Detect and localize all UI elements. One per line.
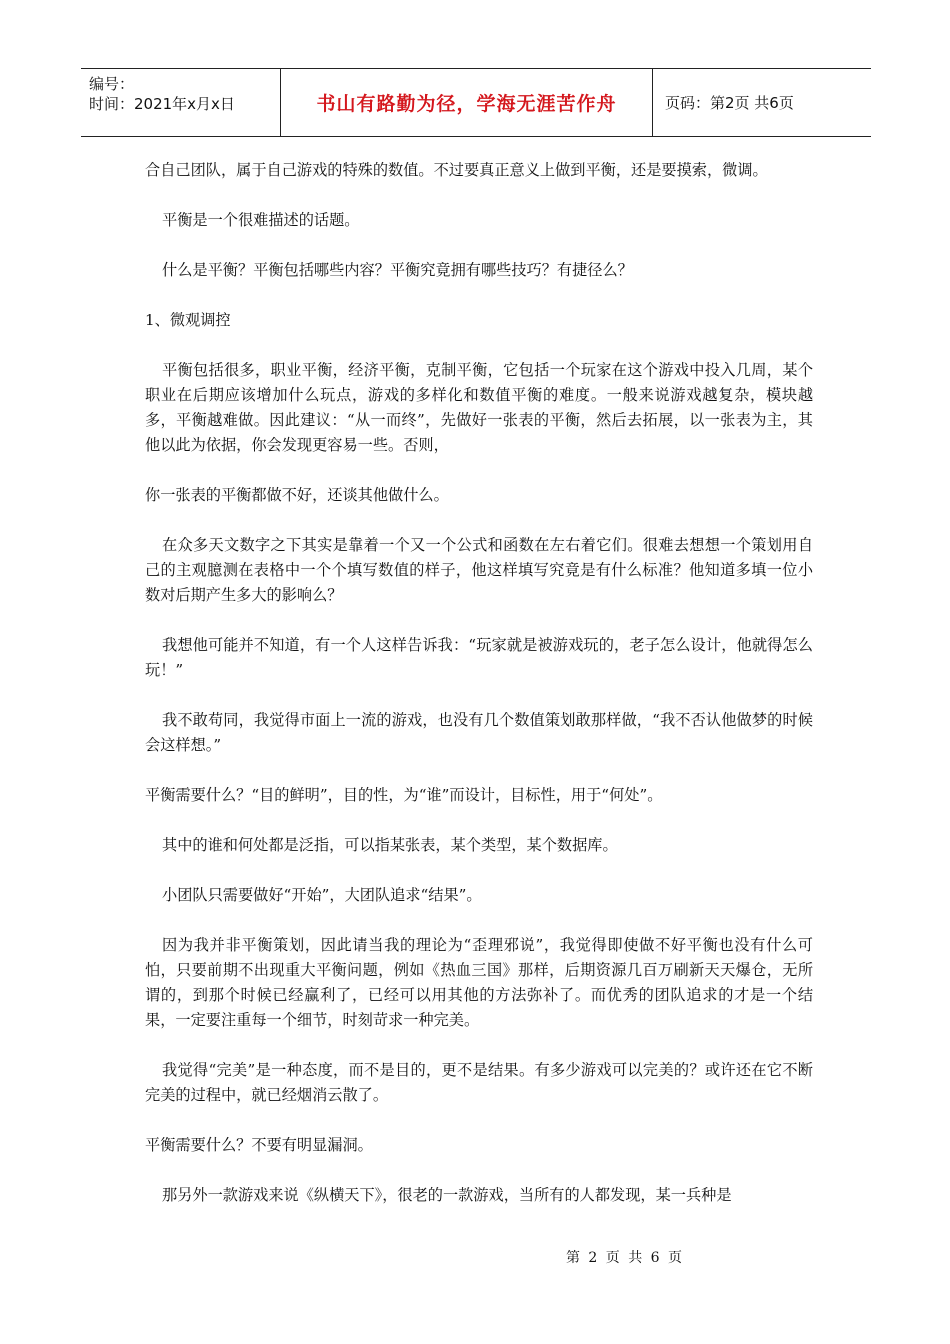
paragraph: 平衡需要什么？“目的鲜明”，目的性，为“谁”而设计，目标性，用于“何处”。 (145, 786, 663, 804)
page-footer (0, 1247, 950, 1267)
paragraph: 平衡包括很多，职业平衡，经济平衡，克制平衡，它包括一个玩家在这个游戏中投入几周，某个职业在后期应该增加什么玩点，游戏的多样化和数值平衡的难度。一般来说游戏越复杂，模块越多，平衡越难做。因此建议：“从一而终”，先做好一张表的平衡，然后去拓展，以一张表为主，其他以此为依据，你会发现更容易一些。否则， (145, 361, 813, 454)
header-meta (81, 69, 281, 136)
paragraph: 合自己团队，属于自己游戏的特殊的数值。不过要真正意义上做到平衡，还是要摸索，微调。 (145, 161, 768, 179)
paragraph: 因为我并非平衡策划，因此请当我的理论为“歪理邪说”，我觉得即使做不好平衡也没有什么可怕，只要前期不出现重大平衡问题，例如《热血三国》那样，后期资源几百万刷新天天爆仓，无所谓的，到那个时候已经赢利了，已经可以用其他的方法弥补了。而优秀的团队追求的才是一个结果，一定要注重每一个细节，时刻苛求一种完美。 (145, 936, 813, 1029)
paragraph: 什么是平衡？平衡包括哪些内容？平衡究竟拥有哪些技巧？有捷径么？ (162, 261, 633, 279)
paragraph: 平衡需要什么？不要有明显漏洞。 (145, 1136, 373, 1154)
paragraph: 你一张表的平衡都做不好，还谈其他做什么。 (145, 486, 449, 504)
header-time-label: 时间：2021年x月x日 (89, 95, 235, 113)
header-slogan: 书山有路勤为径，学海无涯苦作舟 (281, 69, 653, 136)
section-heading: 1、微观调控 (145, 311, 231, 329)
paragraph: 在众多天文数字之下其实是靠着一个又一个公式和函数在左右着它们。很难去想想一个策划用自己的主观臆测在表格中一个个填写数值的样子，他这样填写究竟是有什么标准？他知道多填一位小数对后期产生多大的影响么？ (145, 536, 813, 604)
page-header (81, 68, 871, 137)
paragraph: 其中的谁和何处都是泛指，可以指某张表，某个类型，某个数据库。 (162, 836, 618, 854)
body-text (145, 158, 813, 1233)
footer-page-number: 第 2 页 共 6 页 (565, 1250, 685, 1266)
paragraph: 我觉得“完美”是一种态度，而不是目的，更不是结果。有多少游戏可以完美的？或许还在它不断完美的过程中，就已经烟消云散了。 (145, 1061, 813, 1104)
paragraph: 平衡是一个很难描述的话题。 (162, 211, 360, 229)
header-number-label: 编号： (89, 75, 135, 93)
paragraph: 我不敢苟同，我觉得市面上一流的游戏，也没有几个数值策划敢那样做，“我不否认他做梦的时候会这样想。” (145, 711, 813, 754)
paragraph: 那另外一款游戏来说《纵横天下》，很老的一款游戏，当所有的人都发现，某一兵种是 (162, 1186, 732, 1204)
header-page-label: 页码：第2页 共6页 (665, 94, 794, 112)
paragraph: 小团队只需要做好“开始”，大团队追求“结果”。 (162, 886, 482, 904)
paragraph: 我想他可能并不知道，有一个人这样告诉我：“玩家就是被游戏玩的，老子怎么设计，他就得怎么玩！” (145, 636, 813, 679)
